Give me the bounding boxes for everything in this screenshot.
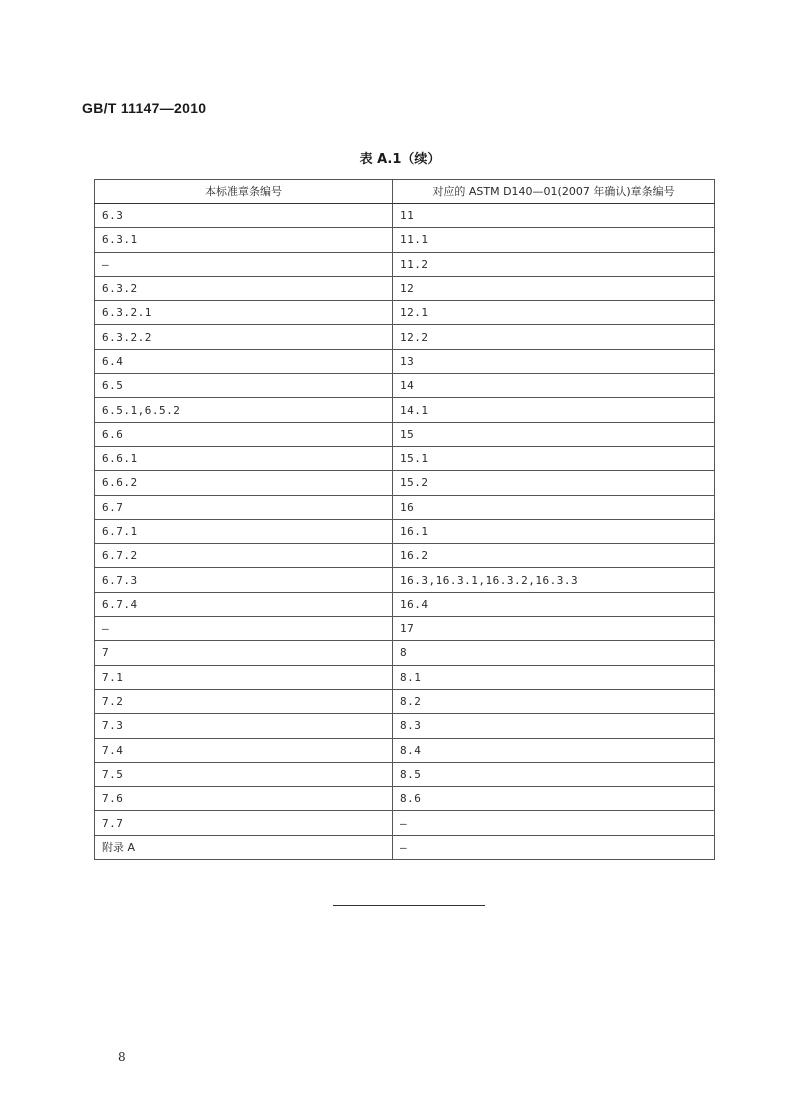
table-row xyxy=(95,519,715,543)
astm-clause-cell: 12.2 xyxy=(393,325,715,349)
national-clause-cell: 附录 A xyxy=(95,835,393,859)
national-clause-cell: 7.5 xyxy=(95,762,393,786)
astm-clause-cell: 8.3 xyxy=(393,714,715,738)
national-clause-cell: 6.7.2 xyxy=(95,544,393,568)
table-row xyxy=(95,228,715,252)
table-row xyxy=(95,592,715,616)
table-row xyxy=(95,446,715,470)
table-row xyxy=(95,301,715,325)
national-clause-cell: — xyxy=(95,252,393,276)
astm-clause-cell: 16.2 xyxy=(393,544,715,568)
astm-clause-cell: 13 xyxy=(393,349,715,373)
table-row xyxy=(95,252,715,276)
table-row xyxy=(95,349,715,373)
national-clause-cell: 6.6 xyxy=(95,422,393,446)
national-clause-cell: 6.3.2 xyxy=(95,276,393,300)
national-clause-cell: — xyxy=(95,617,393,641)
astm-clause-cell: 8.2 xyxy=(393,689,715,713)
astm-clause-cell: 16.1 xyxy=(393,519,715,543)
astm-clause-cell: 8.4 xyxy=(393,738,715,762)
national-clause-cell: 6.3.2.1 xyxy=(95,301,393,325)
table-row xyxy=(95,204,715,228)
astm-clause-cell: 15.1 xyxy=(393,446,715,470)
astm-clause-cell: 16 xyxy=(393,495,715,519)
table-row xyxy=(95,325,715,349)
national-clause-cell: 7.7 xyxy=(95,811,393,835)
table-row xyxy=(95,665,715,689)
national-clause-cell: 6.7 xyxy=(95,495,393,519)
astm-clause-cell: 16.3,16.3.1,16.3.2,16.3.3 xyxy=(393,568,715,592)
national-clause-cell: 6.5 xyxy=(95,374,393,398)
table-row xyxy=(95,738,715,762)
table-header-row xyxy=(95,180,715,204)
table-row xyxy=(95,689,715,713)
table-row xyxy=(95,787,715,811)
astm-clause-cell: 11.1 xyxy=(393,228,715,252)
astm-clause-cell: 16.4 xyxy=(393,592,715,616)
national-clause-cell: 6.7.3 xyxy=(95,568,393,592)
national-clause-cell: 7.2 xyxy=(95,689,393,713)
table-body xyxy=(95,204,715,860)
national-clause-cell: 6.6.2 xyxy=(95,471,393,495)
table-row xyxy=(95,276,715,300)
table-row xyxy=(95,811,715,835)
table-row xyxy=(95,714,715,738)
national-clause-cell: 6.3 xyxy=(95,204,393,228)
table-row xyxy=(95,762,715,786)
table-row xyxy=(95,617,715,641)
astm-clause-cell: 12.1 xyxy=(393,301,715,325)
astm-clause-cell: 8.6 xyxy=(393,787,715,811)
national-clause-cell: 6.5.1,6.5.2 xyxy=(95,398,393,422)
national-clause-cell: 6.3.2.2 xyxy=(95,325,393,349)
astm-clause-cell: 8 xyxy=(393,641,715,665)
national-clause-cell: 6.4 xyxy=(95,349,393,373)
astm-clause-cell: — xyxy=(393,811,715,835)
astm-clause-cell: 15 xyxy=(393,422,715,446)
national-clause-cell: 7.1 xyxy=(95,665,393,689)
national-clause-cell: 7.3 xyxy=(95,714,393,738)
table-row xyxy=(95,568,715,592)
astm-clause-cell: 15.2 xyxy=(393,471,715,495)
table-row xyxy=(95,374,715,398)
table-row xyxy=(95,544,715,568)
national-clause-cell: 6.7.4 xyxy=(95,592,393,616)
page-number: 8 xyxy=(118,1050,126,1064)
clause-table xyxy=(94,179,715,860)
table-caption: 表 A.1（续） xyxy=(359,152,441,167)
national-clause-cell: 6.7.1 xyxy=(95,519,393,543)
astm-clause-cell: 17 xyxy=(393,617,715,641)
table-row xyxy=(95,835,715,859)
correspondence-table xyxy=(94,179,714,860)
end-of-document-rule xyxy=(333,905,485,906)
table-row xyxy=(95,422,715,446)
astm-clause-cell: 11.2 xyxy=(393,252,715,276)
column-header-national-clause: 本标准章条编号 xyxy=(95,180,393,204)
national-clause-cell: 6.3.1 xyxy=(95,228,393,252)
table-row xyxy=(95,471,715,495)
table-row xyxy=(95,398,715,422)
national-clause-cell: 6.6.1 xyxy=(95,446,393,470)
astm-clause-cell: 14 xyxy=(393,374,715,398)
astm-clause-cell: — xyxy=(393,835,715,859)
astm-clause-cell: 8.1 xyxy=(393,665,715,689)
astm-clause-cell: 14.1 xyxy=(393,398,715,422)
national-clause-cell: 7.6 xyxy=(95,787,393,811)
national-clause-cell: 7 xyxy=(95,641,393,665)
national-clause-cell: 7.4 xyxy=(95,738,393,762)
table-row xyxy=(95,495,715,519)
column-header-astm-clause: 对应的 ASTM D140—01(2007 年确认)章条编号 xyxy=(393,180,715,204)
astm-clause-cell: 11 xyxy=(393,204,715,228)
astm-clause-cell: 8.5 xyxy=(393,762,715,786)
standard-code: GB/T 11147—2010 xyxy=(82,100,207,116)
table-row xyxy=(95,641,715,665)
astm-clause-cell: 12 xyxy=(393,276,715,300)
